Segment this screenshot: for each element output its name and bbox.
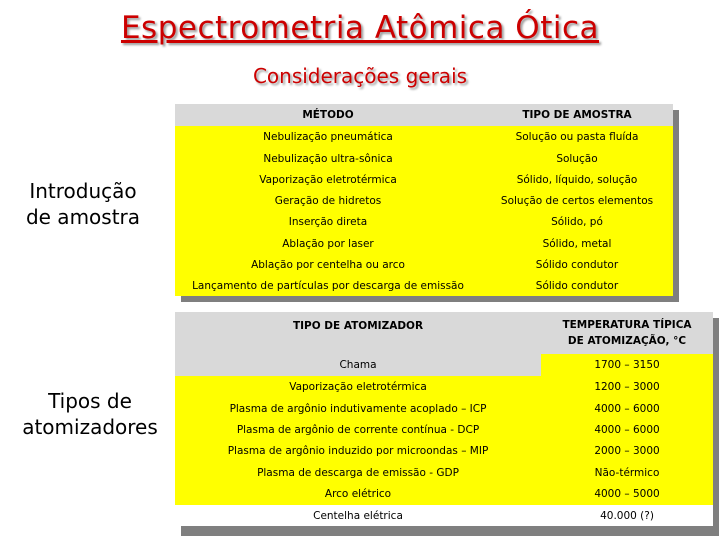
table-row (175, 483, 713, 505)
header-temperatura-line1: TEMPERATURA TÍPICA (562, 319, 692, 331)
metodo-cell: Geração de hidretos (274, 194, 382, 207)
slide-subtitle: Considerações gerais (252, 64, 468, 88)
tipo-cell: Centelha elétrica (313, 509, 403, 522)
slide-title: Espectrometria Atômica Ótica (120, 10, 600, 46)
table-row (175, 254, 673, 275)
table-row (175, 440, 713, 462)
tipo-cell: Chama (175, 354, 541, 376)
table-row (175, 376, 713, 398)
atomizadores-label-line2: atomizadores (22, 415, 158, 439)
table-row (175, 462, 713, 483)
temperatura-cell: 1200 – 3000 (594, 381, 660, 393)
introducao-label (18, 178, 148, 230)
atomizadores-header-tipo: TIPO DE ATOMIZADOR (175, 312, 541, 354)
tipo-cell: Plasma de argônio indutivamente acoplado – ICP (229, 402, 487, 415)
amostra-cell: Solução de certos elementos (500, 194, 654, 207)
table-row (175, 233, 673, 254)
atomizadores-header-temperatura (541, 312, 713, 354)
header-temperatura-line2: DE ATOMIZAÇÃO, °C (567, 335, 687, 347)
tipo-cell: Plasma de argônio induzido por microondas – MIP (227, 445, 489, 457)
atomizadores-header-row (175, 312, 713, 354)
atomizadores-table (175, 312, 713, 526)
introducao-label-line2: de amostra (25, 205, 141, 229)
temperatura-cell: 4000 – 5000 (594, 488, 660, 500)
temperatura-cell: 40.000 (?) (600, 509, 654, 522)
amostra-cell: Sólido condutor (535, 279, 619, 292)
table-row (175, 398, 713, 419)
tipo-cell: Arco elétrico (324, 488, 392, 500)
table-row (175, 126, 673, 148)
atomizadores-label-line1: Tipos de (48, 389, 132, 413)
table-row (175, 190, 673, 211)
table-row (175, 354, 713, 376)
temperatura-cell: Não-térmico (594, 466, 660, 479)
temperatura-cell: 4000 – 6000 (594, 423, 660, 436)
metodo-cell: Lançamento de partículas por descarga de emissão (192, 279, 464, 292)
amostra-cell: Sólido, metal (542, 237, 612, 250)
metodo-cell: Vaporização eletrotérmica (259, 173, 397, 186)
amostra-cell: Sólido, líquido, solução (516, 173, 638, 186)
introducao-header-amostra: TIPO DE AMOSTRA (481, 104, 673, 126)
table-row (175, 169, 673, 190)
tipo-cell: Plasma de argônio de corrente contínua - DCP (236, 423, 480, 436)
temperatura-cell: 4000 – 6000 (594, 402, 660, 415)
amostra-cell: Solução (556, 152, 598, 165)
temperatura-cell: 2000 – 3000 (594, 445, 660, 457)
tipo-cell: Plasma de descarga de emissão - GDP (257, 466, 459, 479)
table-row (175, 505, 713, 526)
introducao-label-line1: Introdução (29, 179, 137, 203)
metodo-cell: Ablação por laser (282, 237, 374, 250)
atomizadores-label (10, 388, 170, 440)
table-row (175, 275, 673, 296)
amostra-cell: Sólido, pó (551, 216, 603, 228)
table-row (175, 419, 713, 440)
metodo-cell: Nebulização pneumática (263, 131, 393, 143)
table-row (175, 148, 673, 169)
metodo-cell: Nebulização ultra-sônica (263, 152, 393, 165)
temperatura-cell: 1700 – 3150 (541, 354, 713, 376)
table-row (175, 211, 673, 233)
amostra-cell: Solução ou pasta fluída (515, 131, 639, 143)
introducao-header-metodo: MÉTODO (175, 104, 481, 126)
metodo-cell: Ablação por centelha ou arco (251, 258, 405, 271)
introducao-header-row (175, 104, 673, 126)
introducao-table (175, 104, 673, 296)
amostra-cell: Sólido condutor (535, 258, 619, 271)
metodo-cell: Inserção direta (288, 216, 368, 228)
tipo-cell: Vaporização eletrotérmica (289, 381, 427, 393)
